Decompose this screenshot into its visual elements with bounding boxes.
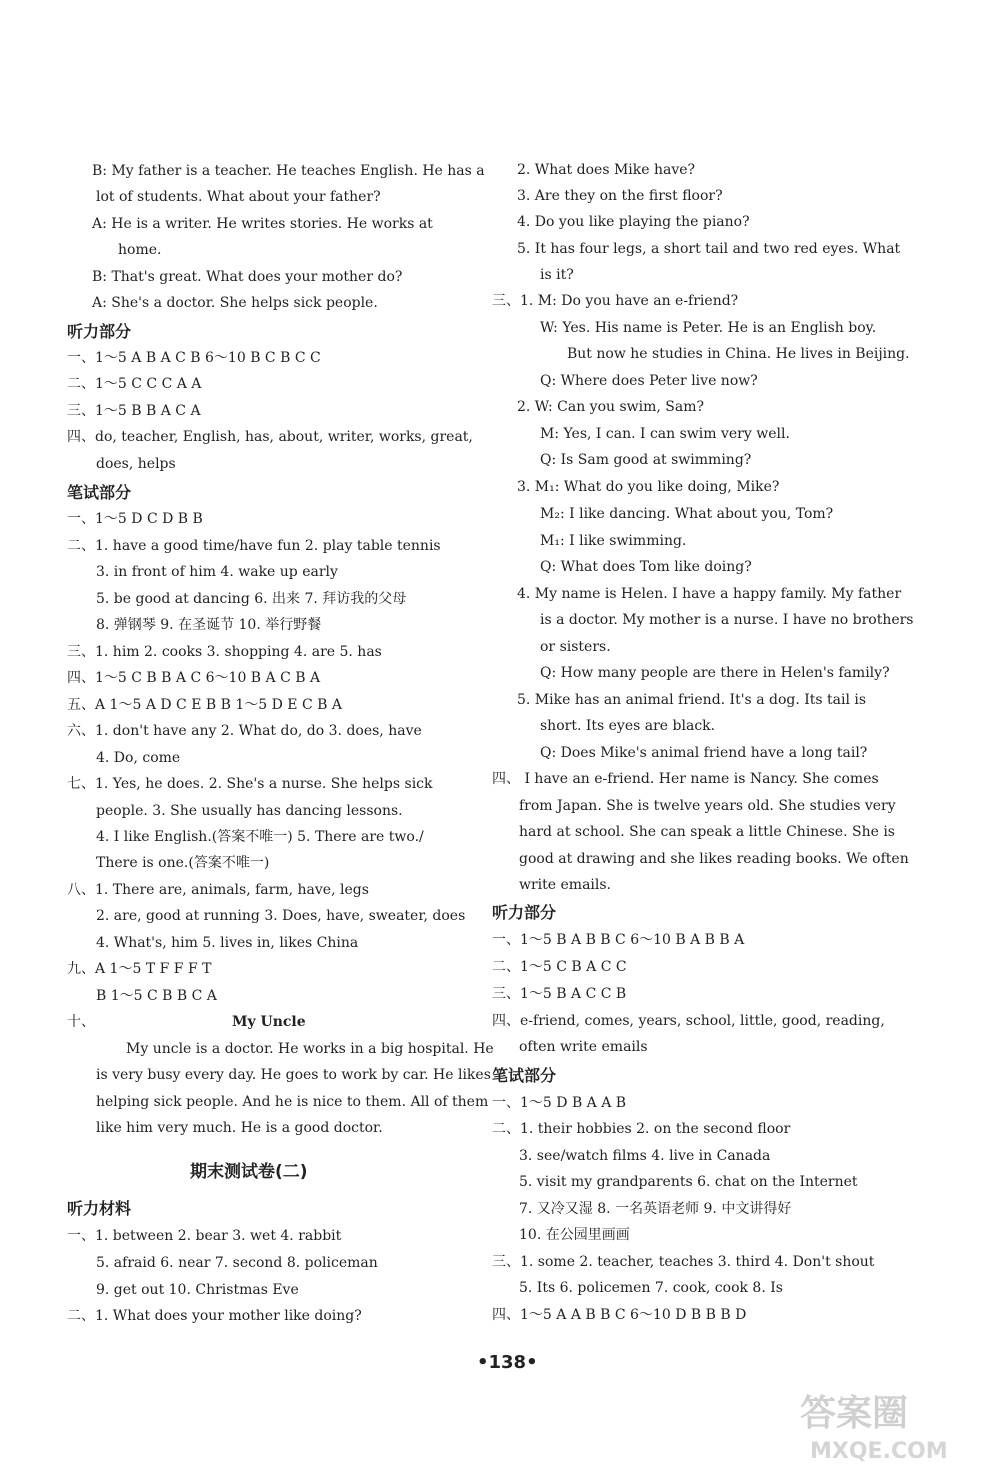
- answer-line: 5. afraid 6. near 7. second 8. policeman: [96, 1255, 378, 1271]
- answer-line: 一、1～5 A B A C B 6～10 B C B C C: [67, 350, 321, 366]
- answer-line: 三、1～5 B B A C A: [67, 403, 201, 419]
- answer-line: like him very much. He is a good doctor.: [96, 1120, 383, 1136]
- answer-line: 2. W: Can you swim, Sam?: [517, 399, 705, 415]
- answer-line: B: My father is a teacher. He teaches English. He has a: [92, 163, 485, 179]
- answer-line: 一、1～5 D C D B B: [67, 511, 203, 527]
- answer-line: 四、do, teacher, English, has, about, writer, works, great,: [67, 429, 473, 445]
- answer-line: 2. What does Mike have?: [517, 162, 696, 178]
- answer-line: There is one.(答案不唯一): [96, 855, 270, 871]
- section-heading: 听力部分: [492, 903, 557, 922]
- answer-line: people. 3. She usually has dancing lessons.: [96, 803, 403, 819]
- answer-line: short. Its eyes are black.: [540, 718, 716, 734]
- answer-line: 六、1. don't have any 2. What do, do 3. does, have: [67, 723, 422, 739]
- answer-line: 三、1. M: Do you have an e-friend?: [492, 293, 739, 309]
- answer-line: 2. are, good at running 3. Does, have, sweater, does: [96, 908, 466, 924]
- answer-line: Q: Where does Peter live now?: [540, 373, 758, 389]
- answer-line: Q: Does Mike's animal friend have a long tail?: [540, 745, 868, 761]
- answer-line: 九、A 1～5 T F F F T: [67, 961, 212, 977]
- answer-line: home.: [118, 242, 162, 258]
- answer-line: 4. Do, come: [96, 750, 181, 766]
- answer-line: B 1～5 C B B C A: [96, 988, 217, 1004]
- answer-line: 四、1～5 C B B A C 6～10 B A C B A: [67, 670, 321, 686]
- answer-line: 5. Its 6. policemen 7. cook, cook 8. Is: [519, 1280, 783, 1296]
- answer-line: 三、1～5 B A C C B: [492, 986, 627, 1002]
- page-number: •138•: [477, 1352, 538, 1373]
- answer-line: 7. 又冷又湿 8. 一名英语老师 9. 中文讲得好: [519, 1201, 792, 1217]
- answer-line: 10. 在公园里画画: [519, 1227, 630, 1243]
- answer-line: 四、 I have an e-friend. Her name is Nancy. She comes: [492, 771, 879, 787]
- answer-line: 四、1～5 A A B B C 6～10 D B B B D: [492, 1307, 747, 1323]
- answer-line: helping sick people. And he is nice to them. All of them: [96, 1094, 489, 1110]
- answer-line: does, helps: [96, 456, 176, 472]
- answer-line: M₂: I like dancing. What about you, Tom?: [540, 506, 834, 522]
- answer-line: But now he studies in China. He lives in Beijing.: [567, 346, 910, 362]
- answer-line: 4. What's, him 5. lives in, likes China: [96, 935, 359, 951]
- answer-line: 二、1～5 C C C A A: [67, 376, 202, 392]
- answer-line: Q: Is Sam good at swimming?: [540, 452, 752, 468]
- answer-line: lot of students. What about your father?: [96, 189, 381, 205]
- answer-line: 3. in front of him 4. wake up early: [96, 564, 338, 580]
- answer-line: from Japan. She is twelve years old. She studies very: [519, 798, 896, 814]
- section-heading: 笔试部分: [492, 1066, 557, 1085]
- section-heading: 笔试部分: [67, 483, 132, 502]
- answer-line: 一、1. between 2. bear 3. wet 4. rabbit: [67, 1228, 342, 1244]
- essay-title: My Uncle: [232, 1014, 306, 1030]
- answer-line: write emails.: [519, 877, 612, 893]
- answer-line: hard at school. She can speak a little Chinese. She is: [519, 824, 895, 840]
- answer-line: often write emails: [519, 1039, 648, 1055]
- answer-line: 9. get out 10. Christmas Eve: [96, 1282, 299, 1298]
- answer-line: A: She's a doctor. She helps sick people.: [92, 295, 378, 311]
- answer-line: 5. It has four legs, a short tail and two red eyes. What: [517, 241, 901, 257]
- section-heading: 听力部分: [67, 322, 132, 341]
- answer-line: B: That's great. What does your mother do?: [92, 269, 403, 285]
- answer-line: is a doctor. My mother is a nurse. I have no brothers: [540, 612, 914, 628]
- answer-line: 一、1～5 B A B B C 6～10 B A B B A: [492, 932, 745, 948]
- answer-line: Q: What does Tom like doing?: [540, 559, 752, 575]
- answer-line: 一、1～5 D B A A B: [492, 1095, 627, 1111]
- answer-line: W: Yes. His name is Peter. He is an English boy.: [540, 320, 877, 336]
- answer-line: 四、e-friend, comes, years, school, little, good, reading,: [492, 1013, 885, 1029]
- answer-line: 3. see/watch films 4. live in Canada: [519, 1148, 771, 1164]
- answer-line: or sisters.: [540, 639, 611, 655]
- answer-line: 三、1. some 2. teacher, teaches 3. third 4. Don't shout: [492, 1254, 875, 1270]
- answer-line: good at drawing and she likes reading books. We often: [519, 851, 909, 867]
- answer-line: 十、: [67, 1014, 95, 1030]
- answer-line: M₁: I like swimming.: [540, 533, 687, 549]
- answer-line: 二、1. have a good time/have fun 2. play table tennis: [67, 538, 441, 554]
- answer-line: 二、1. their hobbies 2. on the second floor: [492, 1121, 791, 1137]
- answer-line: 5. be good at dancing 6. 出来 7. 拜访我的父母: [96, 591, 407, 607]
- watermark-logo: [790, 1380, 995, 1465]
- watermark-bottom-text: MXQE.COM: [810, 1439, 948, 1464]
- answer-line: is it?: [540, 267, 574, 283]
- answer-line: My uncle is a doctor. He works in a big hospital. He: [126, 1041, 494, 1057]
- section-heading: 听力材料: [67, 1199, 132, 1218]
- answer-line: 8. 弹钢琴 9. 在圣诞节 10. 举行野餐: [96, 617, 322, 633]
- answer-line: 三、1. him 2. cooks 3. shopping 4. are 5. has: [67, 644, 382, 660]
- answer-line: is very busy every day. He goes to work by car. He likes: [96, 1067, 491, 1083]
- section-title: 期末测试卷(二): [190, 1162, 308, 1182]
- answer-line: 二、1. What does your mother like doing?: [67, 1308, 362, 1324]
- answer-line: 4. My name is Helen. I have a happy family. My father: [517, 586, 902, 602]
- watermark-top-text: 答案圈: [800, 1393, 909, 1434]
- answer-line: 七、1. Yes, he does. 2. She's a nurse. She helps sick: [67, 776, 433, 792]
- answer-line: 3. Are they on the first floor?: [517, 188, 723, 204]
- answer-line: 5. visit my grandparents 6. chat on the Internet: [519, 1174, 858, 1190]
- answer-line: 二、1～5 C B A C C: [492, 959, 627, 975]
- answer-line: Q: How many people are there in Helen's family?: [540, 665, 890, 681]
- answer-line: 4. I like English.(答案不唯一) 5. There are two./: [96, 829, 424, 845]
- answer-line: 五、A 1～5 A D C E B B 1～5 D E C B A: [67, 697, 342, 713]
- answer-line: 3. M₁: What do you like doing, Mike?: [517, 479, 780, 495]
- answer-line: 5. Mike has an animal friend. It's a dog. Its tail is: [517, 692, 867, 708]
- answer-line: A: He is a writer. He writes stories. He works at: [92, 216, 433, 232]
- answer-line: 八、1. There are, animals, farm, have, legs: [67, 882, 369, 898]
- answer-line: 4. Do you like playing the piano?: [517, 214, 750, 230]
- answer-line: M: Yes, I can. I can swim very well.: [540, 426, 790, 442]
